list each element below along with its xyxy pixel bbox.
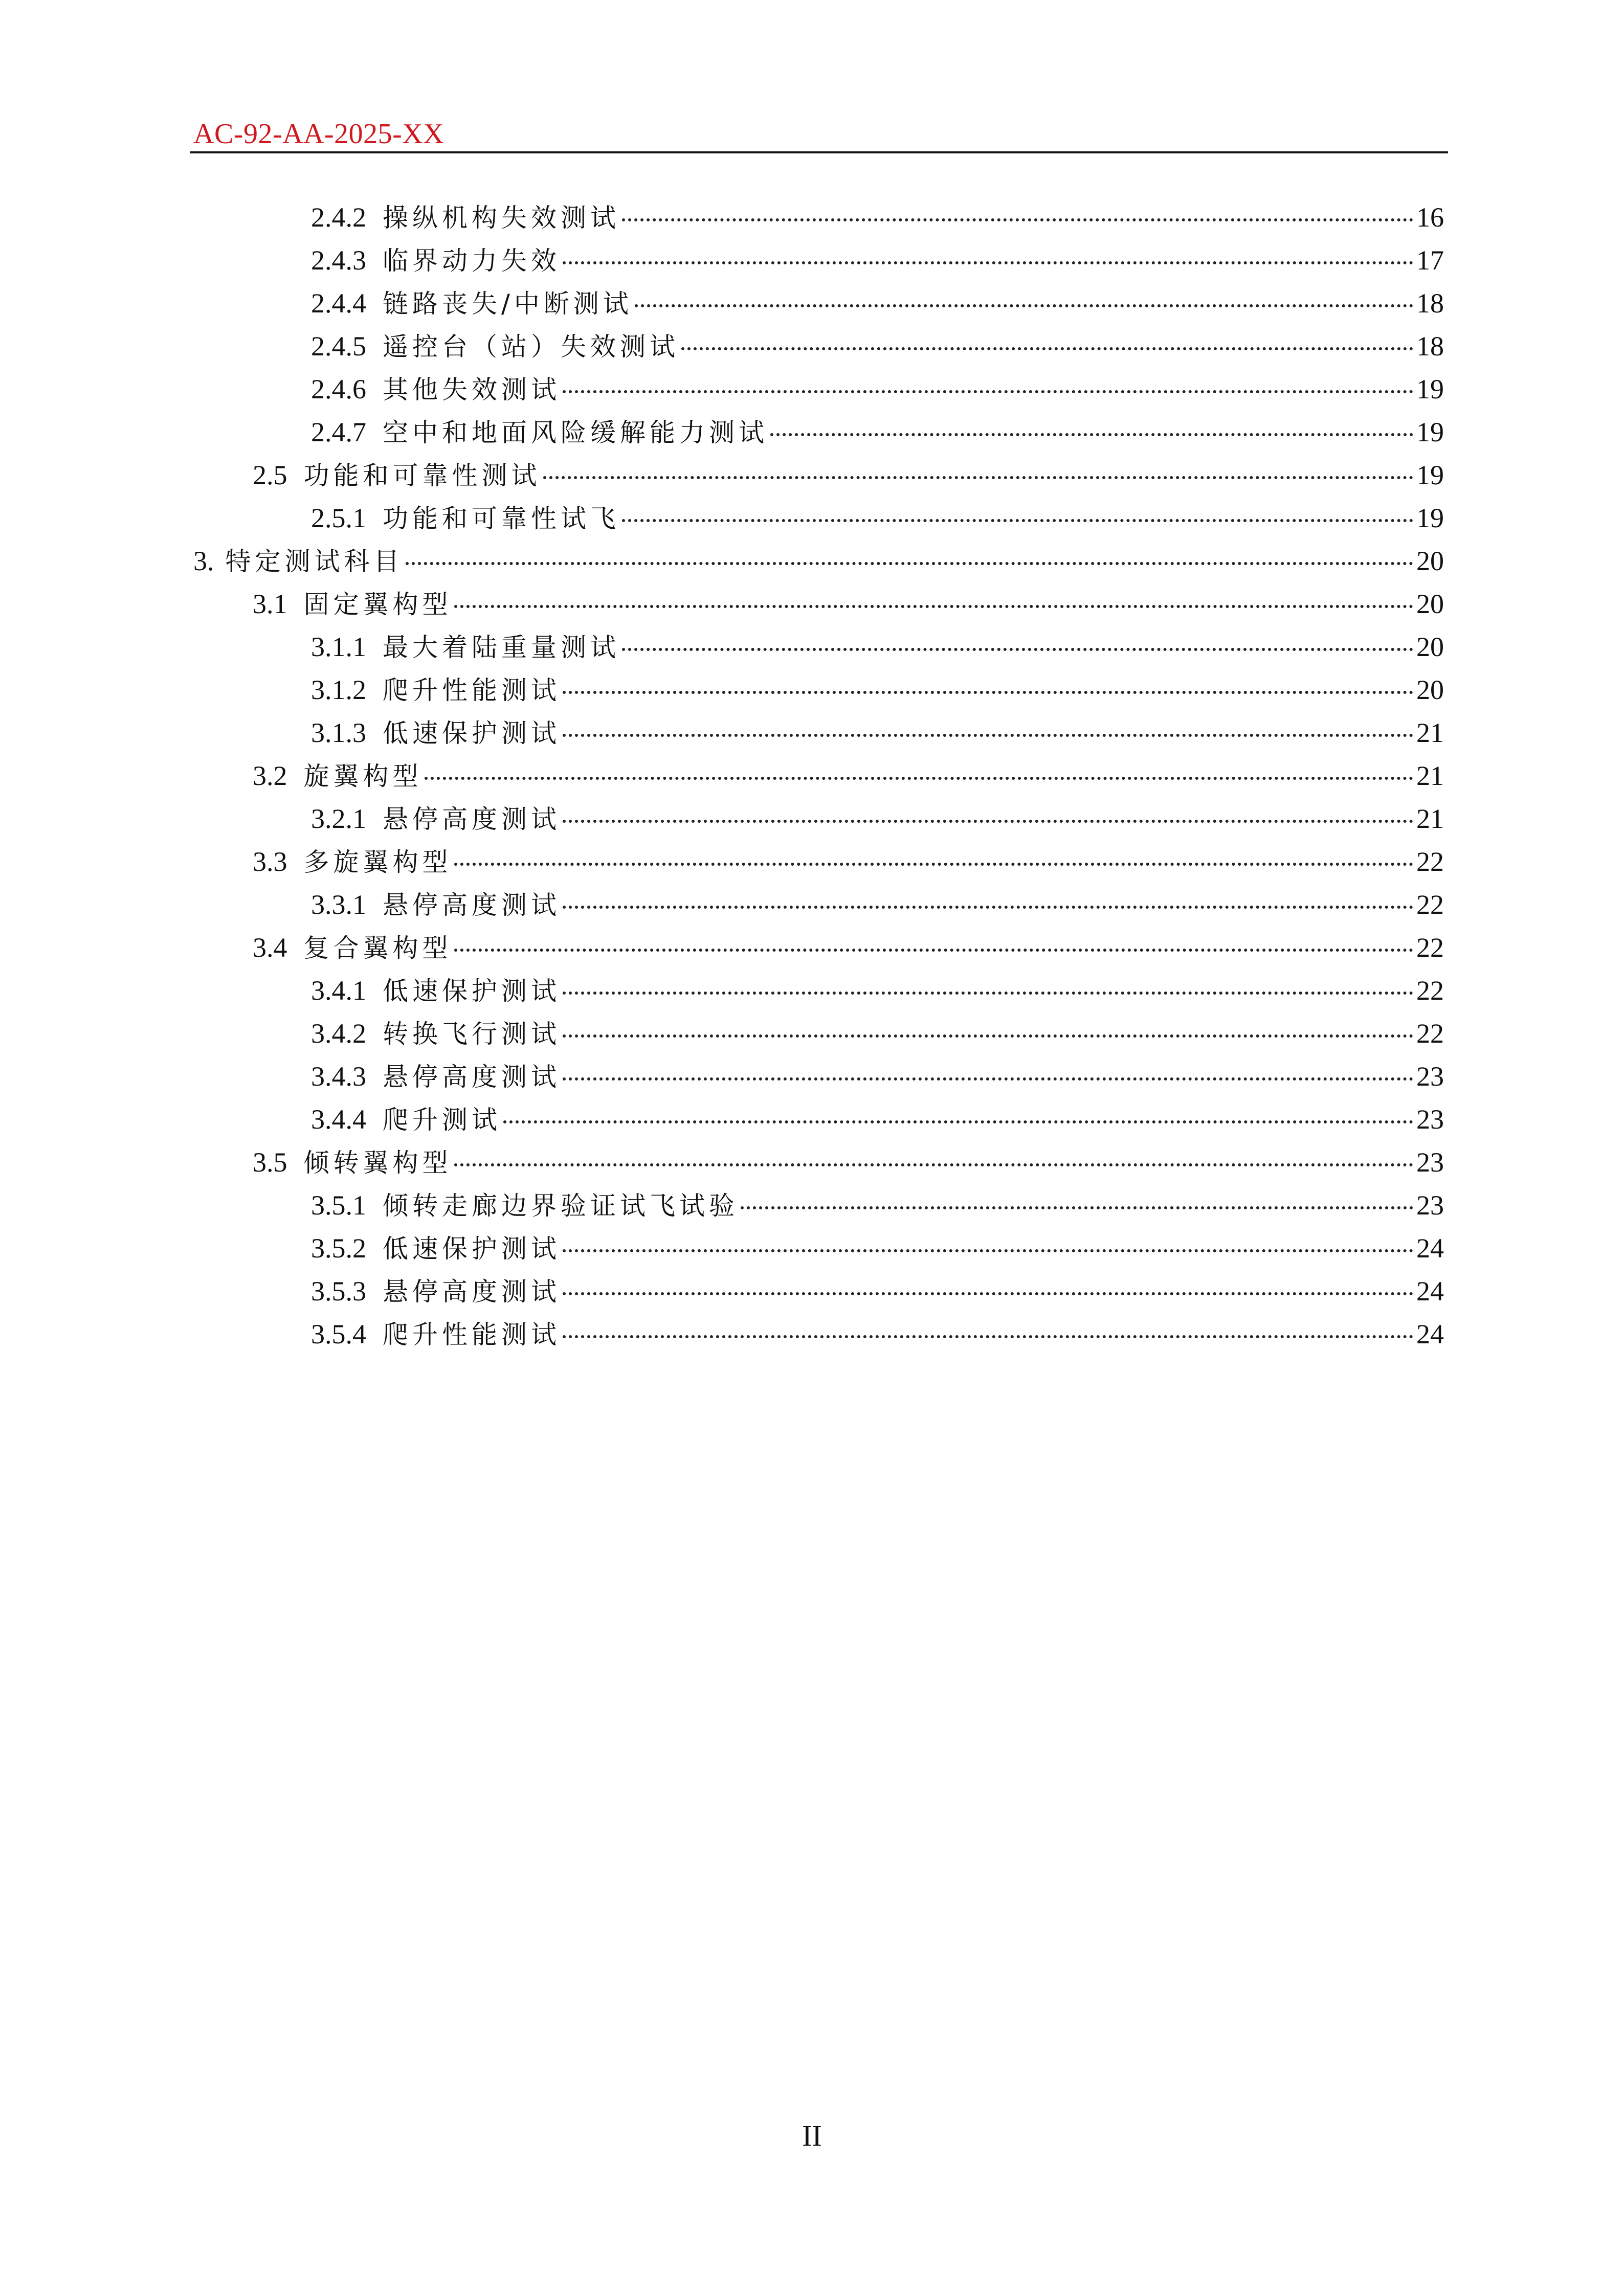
toc-entry-title: 旋翼构型 [303,761,422,791]
toc-entry[interactable] [193,539,1444,582]
toc-entry-page: 22 [1416,1018,1444,1049]
toc-dot-leader [563,820,1413,823]
toc-entry-title: 爬升性能测试 [383,1320,561,1349]
toc-entry-page: 22 [1416,932,1444,963]
toc-entry-title: 悬停高度测试 [383,1277,561,1307]
toc-entry-title: 链路丧失/中断测试 [383,289,633,319]
toc-entry[interactable] [311,1184,1444,1227]
toc-entry-number: 3.4.2 [311,1018,366,1049]
toc-entry-title: 悬停高度测试 [383,1062,561,1092]
toc-entry-title: 空中和地面风险缓解能力测试 [383,418,768,447]
toc-entry[interactable] [311,239,1444,282]
toc-entry-page: 20 [1416,546,1444,576]
toc-dot-leader [563,992,1413,995]
toc-dot-leader [563,1249,1413,1252]
toc-entry[interactable] [311,1012,1444,1055]
toc-dot-leader [563,1292,1413,1295]
toc-entry-page: 21 [1416,760,1444,791]
toc-dot-leader [770,433,1413,436]
toc-entry-number: 2.4.4 [311,288,366,319]
toc-entry-page: 19 [1416,503,1444,533]
toc-entry[interactable] [311,883,1444,926]
toc-entry[interactable] [311,282,1444,325]
toc-dot-leader [425,777,1414,780]
toc-entry-page: 21 [1416,803,1444,834]
toc-entry[interactable] [311,1227,1444,1270]
toc-entry-title: 功能和可靠性试飞 [383,504,620,533]
toc-entry[interactable] [311,1055,1444,1098]
toc-entry-title: 低速保护测试 [383,976,561,1006]
toc-entry[interactable] [311,1270,1444,1313]
toc-entry-title: 复合翼构型 [303,933,452,963]
toc-dot-leader [563,1335,1413,1338]
toc-entry-number: 3.2 [253,760,287,791]
toc-entry-title: 低速保护测试 [383,718,561,748]
toc-entry[interactable] [311,668,1444,711]
toc-dot-leader [406,562,1414,565]
toc-entry-title: 遥控台（站）失效测试 [383,332,679,362]
document-code: AC-92-AA-2025-XX [193,118,444,150]
header-divider [190,151,1448,153]
toc-entry[interactable] [311,497,1444,539]
toc-entry-number: 3.1 [253,589,287,619]
toc-entry[interactable] [311,411,1444,454]
toc-entry[interactable] [253,840,1444,883]
toc-entry-number: 3.5 [253,1147,287,1178]
toc-entry-number: 3.1.2 [311,674,366,705]
toc-dot-leader [681,347,1413,350]
toc-entry[interactable] [311,325,1444,368]
toc-entry-number: 3.1.1 [311,632,366,662]
toc-entry-number: 2.4.2 [311,202,366,233]
toc-entry-number: 3.4.4 [311,1104,366,1135]
toc-entry-number: 3.3.1 [311,889,366,920]
toc-entry-page: 22 [1416,975,1444,1006]
toc-entry-number: 3.3 [253,846,287,877]
toc-entry-title: 最大着陆重量测试 [383,633,620,662]
toc-entry-number: 3.4.3 [311,1061,366,1092]
toc-entry[interactable] [311,196,1444,239]
toc-dot-leader [622,218,1413,221]
toc-entry[interactable] [311,625,1444,668]
toc-entry-page: 24 [1416,1233,1444,1264]
toc-dot-leader [563,390,1413,393]
toc-entry-number: 3.5.3 [311,1276,366,1307]
toc-dot-leader [503,1120,1413,1123]
toc-entry-page: 19 [1416,374,1444,404]
toc-entry[interactable] [311,1098,1444,1141]
toc-entry-page: 22 [1416,889,1444,920]
toc-entry-number: 2.4.6 [311,374,366,404]
toc-entry-title: 多旋翼构型 [303,847,452,877]
toc-entry-page: 16 [1416,202,1444,233]
toc-entry-page: 23 [1416,1104,1444,1135]
toc-entry-page: 19 [1416,460,1444,490]
toc-entry-title: 操纵机构失效测试 [383,203,620,233]
toc-entry[interactable] [253,582,1444,625]
toc-dot-leader [454,863,1414,866]
toc-entry-page: 17 [1416,245,1444,276]
toc-entry-number: 2.4.3 [311,245,366,276]
toc-entry-number: 3.5.4 [311,1319,366,1349]
toc-dot-leader [635,304,1413,307]
toc-dot-leader [454,605,1414,608]
toc-entry[interactable] [253,1141,1444,1184]
toc-entry[interactable] [253,454,1444,497]
toc-entry-title: 临界动力失效 [383,246,561,276]
toc-entry[interactable] [311,711,1444,754]
toc-dot-leader [622,519,1413,522]
toc-entry-title: 转换飞行测试 [383,1019,561,1049]
toc-dot-leader [543,476,1414,479]
toc-entry-page: 18 [1416,288,1444,319]
toc-entry-number: 3.4 [253,932,287,963]
toc-entry-page: 20 [1416,674,1444,705]
toc-entry-number: 3.4.1 [311,975,366,1006]
toc-entry-title: 爬升测试 [383,1105,501,1135]
toc-entry-title: 倾转走廊边界验证试飞试验 [383,1191,739,1221]
toc-dot-leader [563,1077,1413,1081]
toc-entry-number: 3.2.1 [311,803,366,834]
toc-entry-title: 悬停高度测试 [383,890,561,920]
toc-entry-page: 23 [1416,1190,1444,1221]
toc-entry-number: 3. [193,546,214,576]
toc-dot-leader [563,734,1413,737]
toc-entry-page: 24 [1416,1319,1444,1349]
toc-dot-leader [563,691,1413,694]
toc-dot-leader [454,1163,1414,1166]
toc-entry-title: 固定翼构型 [303,590,452,619]
toc-entry-title: 功能和可靠性测试 [303,461,541,490]
toc-entry-page: 24 [1416,1276,1444,1307]
page-number: II [802,2119,822,2152]
toc-entry[interactable] [311,969,1444,1012]
toc-dot-leader [563,1034,1413,1038]
toc-dot-leader [622,648,1413,651]
toc-entry-number: 2.5.1 [311,503,366,533]
toc-dot-leader [741,1206,1413,1209]
toc-entry-title: 其他失效测试 [383,375,561,404]
toc-entry-number: 3.1.3 [311,717,366,748]
toc-entry-number: 3.5.1 [311,1190,366,1221]
toc-entry-page: 18 [1416,331,1444,362]
toc-entry-page: 23 [1416,1061,1444,1092]
toc-entry-number: 2.4.7 [311,417,366,447]
toc-entry[interactable] [311,368,1444,411]
toc-entry-page: 19 [1416,417,1444,447]
toc-entry-page: 23 [1416,1147,1444,1178]
toc-entry[interactable] [311,797,1444,840]
toc-entry-title: 爬升性能测试 [383,676,561,705]
toc-entry-number: 2.4.5 [311,331,366,362]
toc-dot-leader [563,261,1413,264]
toc-entry-number: 2.5 [253,460,287,490]
toc-entry[interactable] [311,1313,1444,1356]
toc-entry-number: 3.5.2 [311,1233,366,1264]
toc-entry-page: 22 [1416,846,1444,877]
toc-entry[interactable] [253,754,1444,797]
toc-entry-title: 低速保护测试 [383,1234,561,1264]
toc-entry[interactable] [253,926,1444,969]
toc-entry-title: 倾转翼构型 [303,1148,452,1178]
toc-entry-title: 特定测试科目 [225,547,404,576]
toc-dot-leader [563,906,1413,909]
toc-entry-page: 20 [1416,589,1444,619]
toc-dot-leader [454,949,1414,952]
toc-entry-title: 悬停高度测试 [383,804,561,834]
toc-entry-page: 20 [1416,632,1444,662]
toc-entry-page: 21 [1416,717,1444,748]
